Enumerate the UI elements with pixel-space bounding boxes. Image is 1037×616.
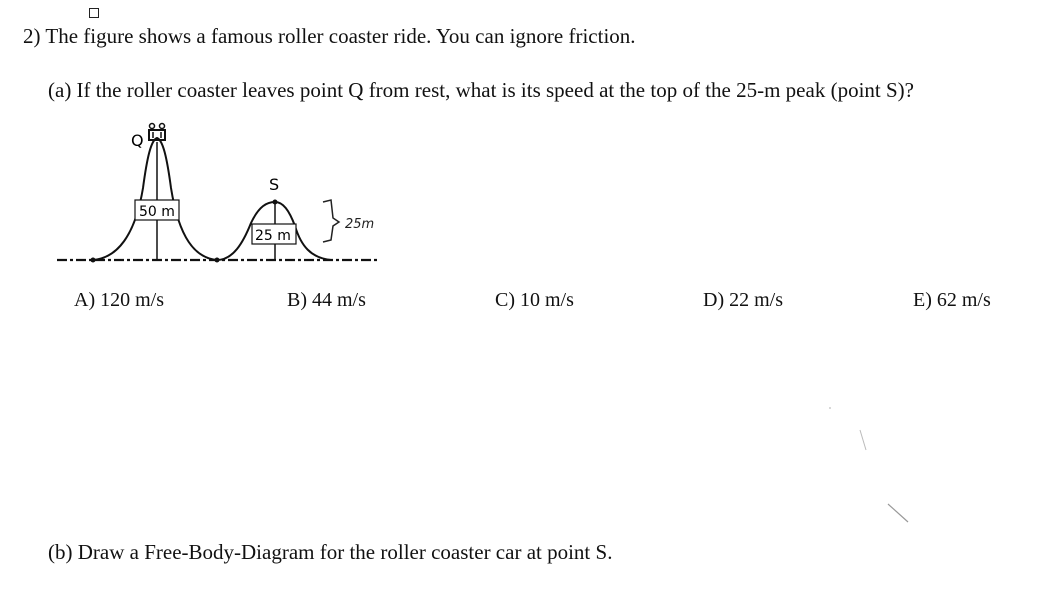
choice-d: D) 22 m/s bbox=[703, 289, 783, 311]
point-s-dot bbox=[273, 200, 278, 205]
roller-coaster-figure bbox=[55, 118, 385, 273]
label-q: Q bbox=[131, 131, 144, 150]
choice-c: C) 10 m/s bbox=[495, 289, 574, 311]
handwritten-note: 25m bbox=[345, 217, 375, 232]
stray-marks bbox=[820, 400, 940, 540]
part-a-prompt: (a) If the roller coaster leaves point Q from rest, what is its speed at the top of the 25-m peak (point S)? bbox=[48, 78, 914, 102]
label-s: S bbox=[269, 175, 280, 194]
handwritten-bracket bbox=[323, 200, 339, 242]
choice-a: A) 120 m/s bbox=[74, 289, 164, 311]
valley-dot bbox=[215, 258, 220, 263]
part-b-prompt: (b) Draw a Free-Body-Diagram for the roller coaster car at point S. bbox=[48, 540, 613, 564]
choice-b: B) 44 m/s bbox=[287, 289, 366, 311]
choice-e: E) 62 m/s bbox=[913, 289, 991, 311]
label-25m: 25 m bbox=[255, 228, 291, 244]
question-stem: 2) The figure shows a famous roller coaster ride. You can ignore friction. bbox=[23, 24, 636, 48]
label-50m: 50 m bbox=[139, 204, 175, 220]
checkbox-icon bbox=[89, 8, 99, 18]
start-dot bbox=[91, 258, 96, 263]
